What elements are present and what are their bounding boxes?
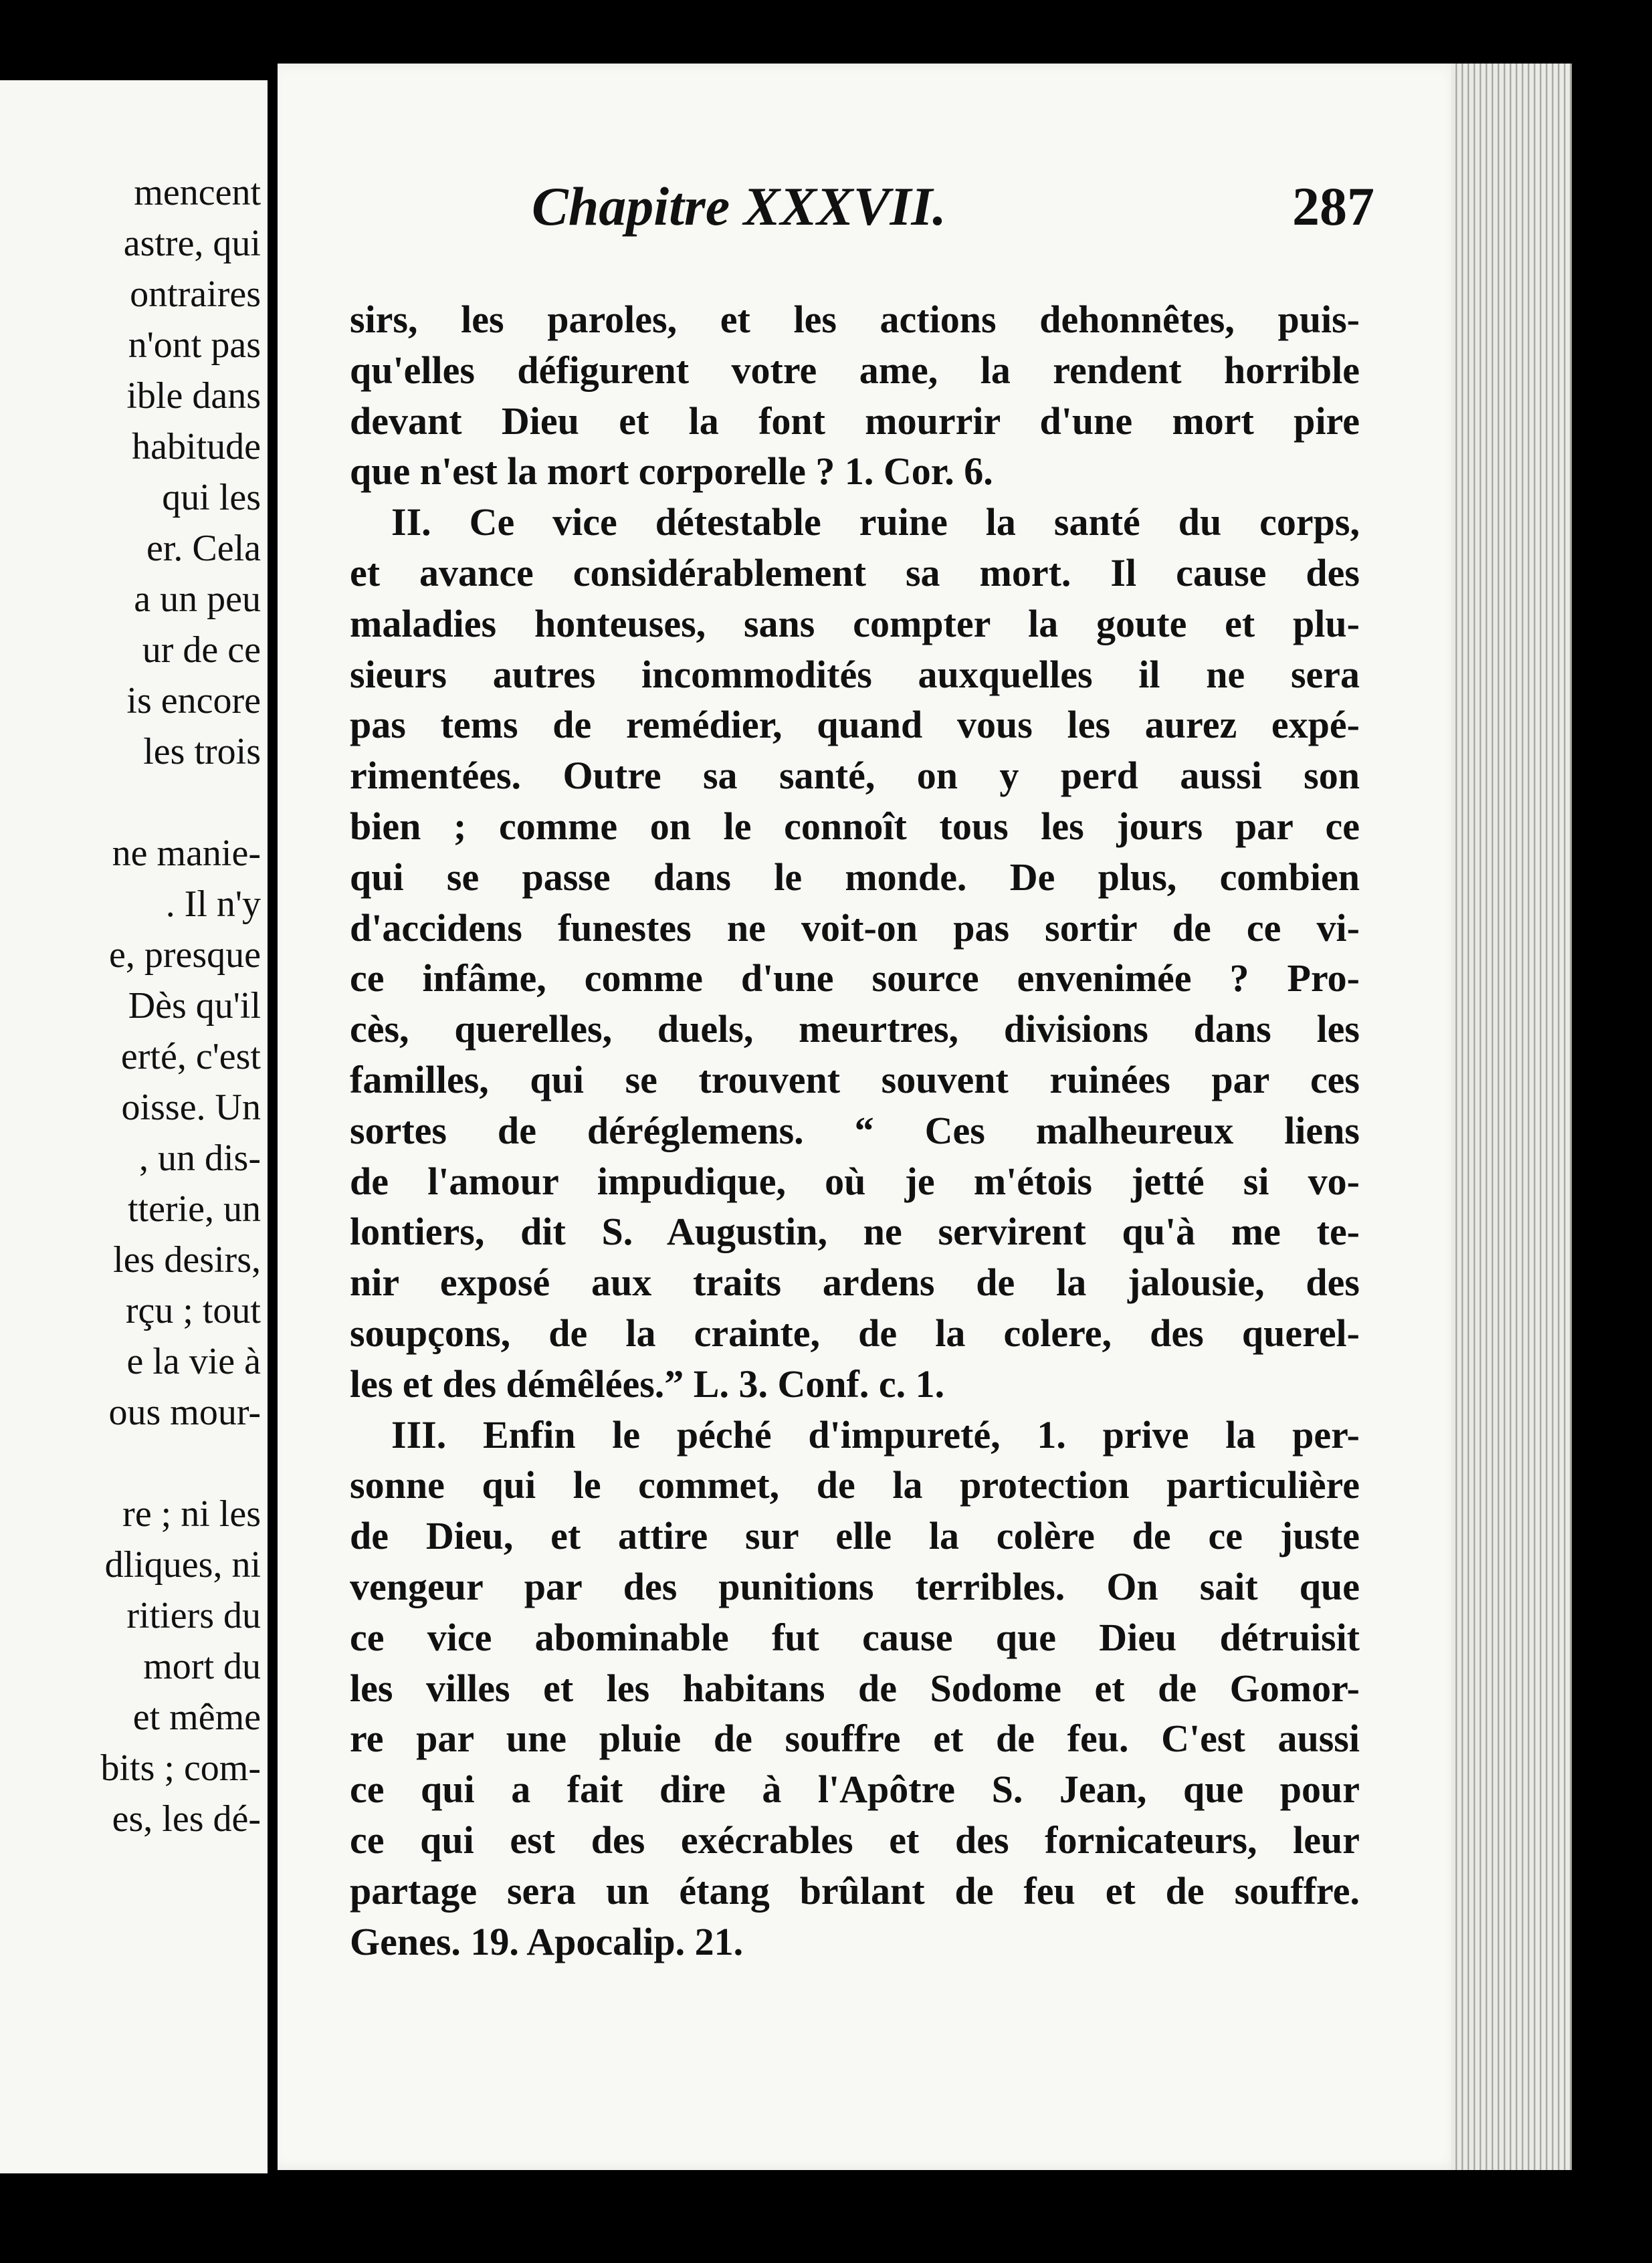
left-text-line: re ; ni les: [122, 1493, 261, 1535]
text-line: pas tems de remédier, quand vous les aurez expé-: [350, 703, 1360, 747]
body-text: [350, 294, 1360, 1967]
left-text-line: ne manie-: [112, 833, 261, 874]
text-line: maladies honteuses, sans compter la goute et plu-: [350, 601, 1360, 645]
left-text-line: et même: [132, 1697, 261, 1738]
text-line: partage sera un étang brûlant de feu et de souffre.: [350, 1868, 1360, 1913]
text-line: de l'amour impudique, où je m'étois jetté si vo-: [350, 1159, 1360, 1203]
text-line: rimentées. Outre sa santé, on y perd aussi son: [350, 754, 1360, 798]
left-text-line: n'ont pas: [128, 324, 261, 366]
text-line: ce qui est des exécrables et des fornicateurs, leur: [350, 1818, 1360, 1862]
page-number: 287: [1292, 176, 1374, 237]
left-text-line: e, presque: [108, 934, 261, 976]
left-text-line: bits ; com-: [100, 1747, 261, 1789]
left-text-line: dliques, ni: [104, 1544, 261, 1586]
text-line: et avance considérablement sa mort. Il cause des: [350, 550, 1360, 595]
page-header: [532, 175, 1374, 249]
text-line: familles, qui se trouvent souvent ruinées par ces: [350, 1057, 1360, 1101]
left-text-line: ible dans: [126, 375, 261, 417]
left-text-line: a un peu: [134, 578, 261, 620]
running-head: Chapitre XXXVII.: [532, 176, 946, 237]
left-text-line: ontraires: [130, 274, 261, 315]
text-line: d'accidens funestes ne voit-on pas sortir de ce vi-: [350, 905, 1360, 950]
text-line: sortes de déréglemens. “ Ces malheureux liens: [350, 1108, 1360, 1152]
left-text-line: oisse. Un: [121, 1087, 261, 1128]
left-text-line: is encore: [126, 680, 261, 722]
left-text-line: astre, qui: [123, 223, 261, 264]
text-line: qu'elles défigurent votre ame, la rendent horrible: [350, 348, 1360, 392]
text-line: ce qui a fait dire à l'Apôtre S. Jean, que pour: [350, 1767, 1360, 1812]
left-text-line: mort du: [143, 1646, 261, 1687]
left-text-line: ritiers du: [126, 1595, 261, 1636]
text-line: les villes et les habitans de Sodome et de Gomor-: [350, 1666, 1360, 1710]
left-text-line: mencent: [134, 172, 261, 213]
left-text-line: [0, 777, 268, 828]
left-text-line: [0, 1438, 268, 1489]
text-line: Genes. 19. Apocalip. 21.: [350, 1919, 744, 1963]
left-page-text: [0, 167, 268, 1844]
text-line: bien ; comme on le connoît tous les jours par ce: [350, 804, 1360, 848]
left-text-line: er. Cela: [146, 528, 261, 569]
text-line: sieurs autres incommodités auxquelles il ne sera: [350, 652, 1360, 696]
page-edges: [1451, 64, 1572, 2170]
left-page: [0, 80, 268, 2173]
left-text-line: Dès qu'il: [128, 985, 261, 1027]
text-line: III. Enfin le péché d'impureté, 1. prive la per-: [391, 1412, 1360, 1457]
left-text-line: les desirs,: [113, 1239, 261, 1281]
text-line: de Dieu, et attire sur elle la colère de ce juste: [350, 1514, 1360, 1558]
left-text-line: ous mour-: [108, 1392, 261, 1433]
text-line: nir exposé aux traits ardens de la jalousie, des: [350, 1261, 1360, 1305]
left-text-line: qui les: [162, 477, 261, 518]
text-line: II. Ce vice détestable ruine la santé du corps,: [391, 500, 1360, 544]
text-line: ce infâme, comme d'une source envenimée ? Pro-: [350, 956, 1360, 1000]
text-line: devant Dieu et la font mourrir d'une mort pire: [350, 399, 1360, 443]
text-line: sonne qui le commet, de la protection particulière: [350, 1463, 1360, 1507]
text-line: lontiers, dit S. Augustin, ne servirent qu'à me te-: [350, 1210, 1360, 1254]
left-text-line: es, les dé-: [112, 1798, 261, 1840]
left-text-line: rçu ; tout: [125, 1290, 261, 1331]
left-text-line: tterie, un: [127, 1188, 261, 1230]
left-text-line: les trois: [143, 731, 261, 772]
text-line: vengeur par des punitions terribles. On sait que: [350, 1564, 1360, 1608]
text-line: cès, querelles, duels, meurtres, divisions dans les: [350, 1007, 1360, 1051]
left-text-line: erté, c'est: [120, 1036, 261, 1077]
text-line: soupçons, de la crainte, de la colere, des querel-: [350, 1311, 1360, 1355]
text-line: re par une pluie de souffre et de feu. C'est aussi: [350, 1717, 1360, 1761]
left-text-line: , un dis-: [139, 1138, 261, 1179]
text-line: que n'est la mort corporelle ? 1. Cor. 6.: [350, 449, 993, 494]
left-text-line: habitude: [132, 426, 261, 467]
text-line: les et des démêlées.” L. 3. Conf. c. 1.: [350, 1362, 945, 1406]
text-line: ce vice abominable fut cause que Dieu détruisit: [350, 1615, 1360, 1659]
left-text-line: . Il n'y: [165, 883, 261, 925]
text-line: sirs, les paroles, et les actions dehonnêtes, puis-: [350, 298, 1360, 341]
text-line: qui se passe dans le monde. De plus, combien: [350, 855, 1360, 899]
left-text-line: e la vie à: [126, 1341, 261, 1382]
left-text-line: ur de ce: [142, 629, 261, 671]
